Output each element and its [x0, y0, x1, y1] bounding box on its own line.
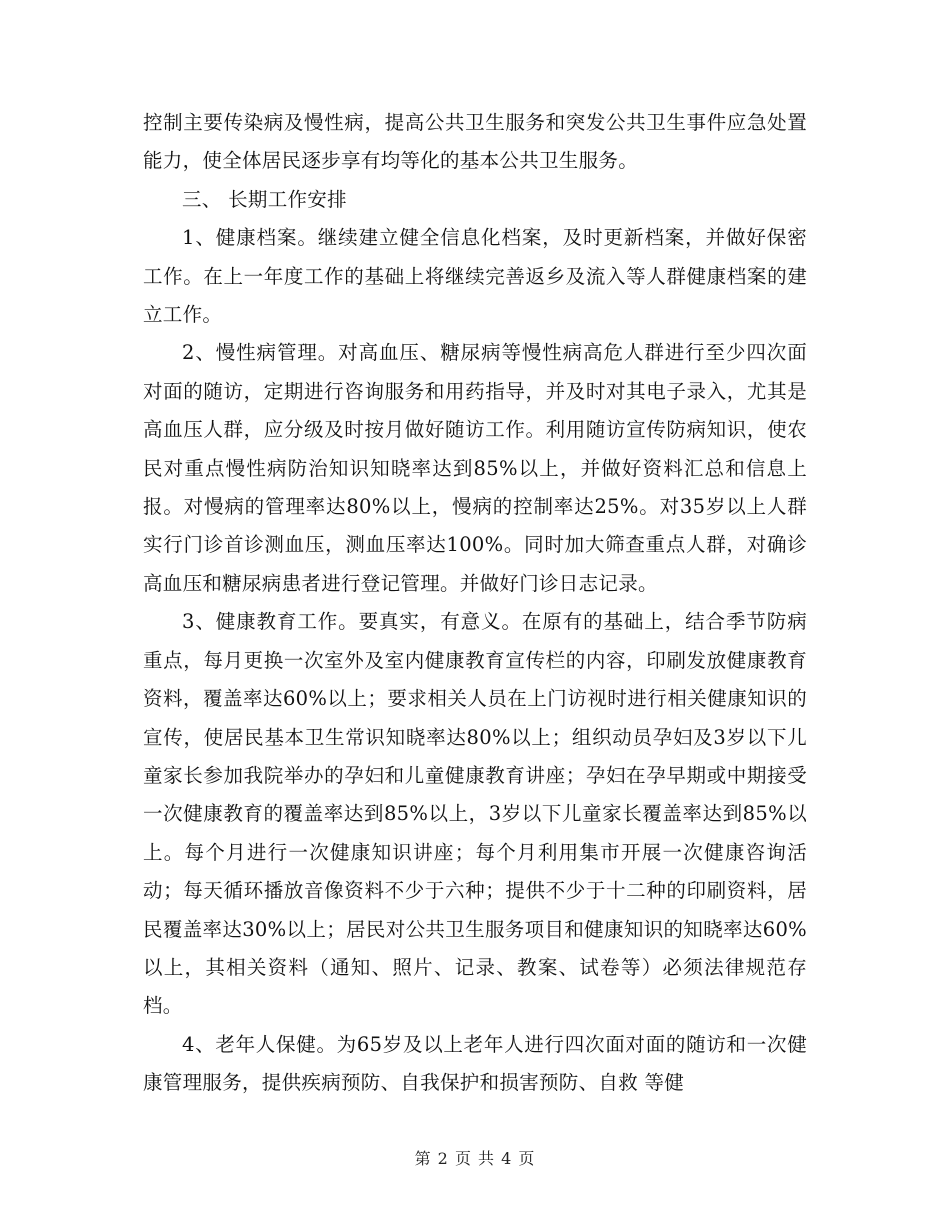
page-footer: 第 2 页 共 4 页 — [414, 1149, 536, 1168]
document-body — [143, 104, 807, 1103]
section-heading: 三、 长期工作安排 — [182, 187, 347, 211]
paragraph-health-records: 1、健康档案。继续建立健全信息化档案，及时更新档案，并做好保密工作。在上一年度工作的基础上将继续完善返乡及流入等人群健康档案的建立工作。 — [143, 226, 807, 327]
paragraph-elderly-care: 4、老年人保健。为65岁及以上老年人进行四次面对面的随访和一次健康管理服务，提供疾病预防、自我保护和损害预防、自救 等健 — [143, 1032, 807, 1095]
paragraph-chronic-disease: 2、慢性病管理。对高血压、糖尿病等慢性病高危人群进行至少四次面对面的随访，定期进行咨询服务和用药指导，并及时对其电子录入，尤其是高血压人群，应分级及时按月做好随访工作。利用随访宣传防病知识，使农民对重点慢性病防治知识知晓率达到85%以上，并做好资料汇总和信息上报。对慢病的管理率达80%以上，慢病的控制率达25%。对35岁以上人群实行门诊首诊测血压，测血压率达100%。同时加大筛查重点人群，对确诊高血压和糖尿病患者进行登记管理。并做好门诊日志记录。 — [143, 341, 807, 595]
paragraph-health-education: 3、健康教育工作。要真实，有意义。在原有的基础上，结合季节防病重点，每月更换一次室外及室内健康教育宣传栏的内容，印刷发放健康教育资料，覆盖率达60%以上；要求相关人员在上门访视时进行相关健康知识的宣传，使居民基本卫生常识知晓率达80%以上；组织动员孕妇及3岁以下儿童家长参加我院举办的孕妇和儿童健康教育讲座；孕妇在孕早期或中期接受一次健康教育的覆盖率达到85%以上，3岁以下儿童家长覆盖率达到85%以上。每个月进行一次健康知识讲座；每个月利用集市开展一次健康咨询活动；每天循环播放音像资料不少于六种；提供不少于十二种的印刷资料，居民覆盖率达30%以上；居民对公共卫生服务项目和健康知识的知晓率达60%以上，其相关资料（通知、照片、记录、教案、试卷等）必须法律规范存档。 — [143, 610, 807, 1018]
paragraph-continuation: 控制主要传染病及慢性病，提高公共卫生服务和突发公共卫生事件应急处置能力，使全体居民逐步享有均等化的基本公共卫生服务。 — [143, 111, 807, 173]
